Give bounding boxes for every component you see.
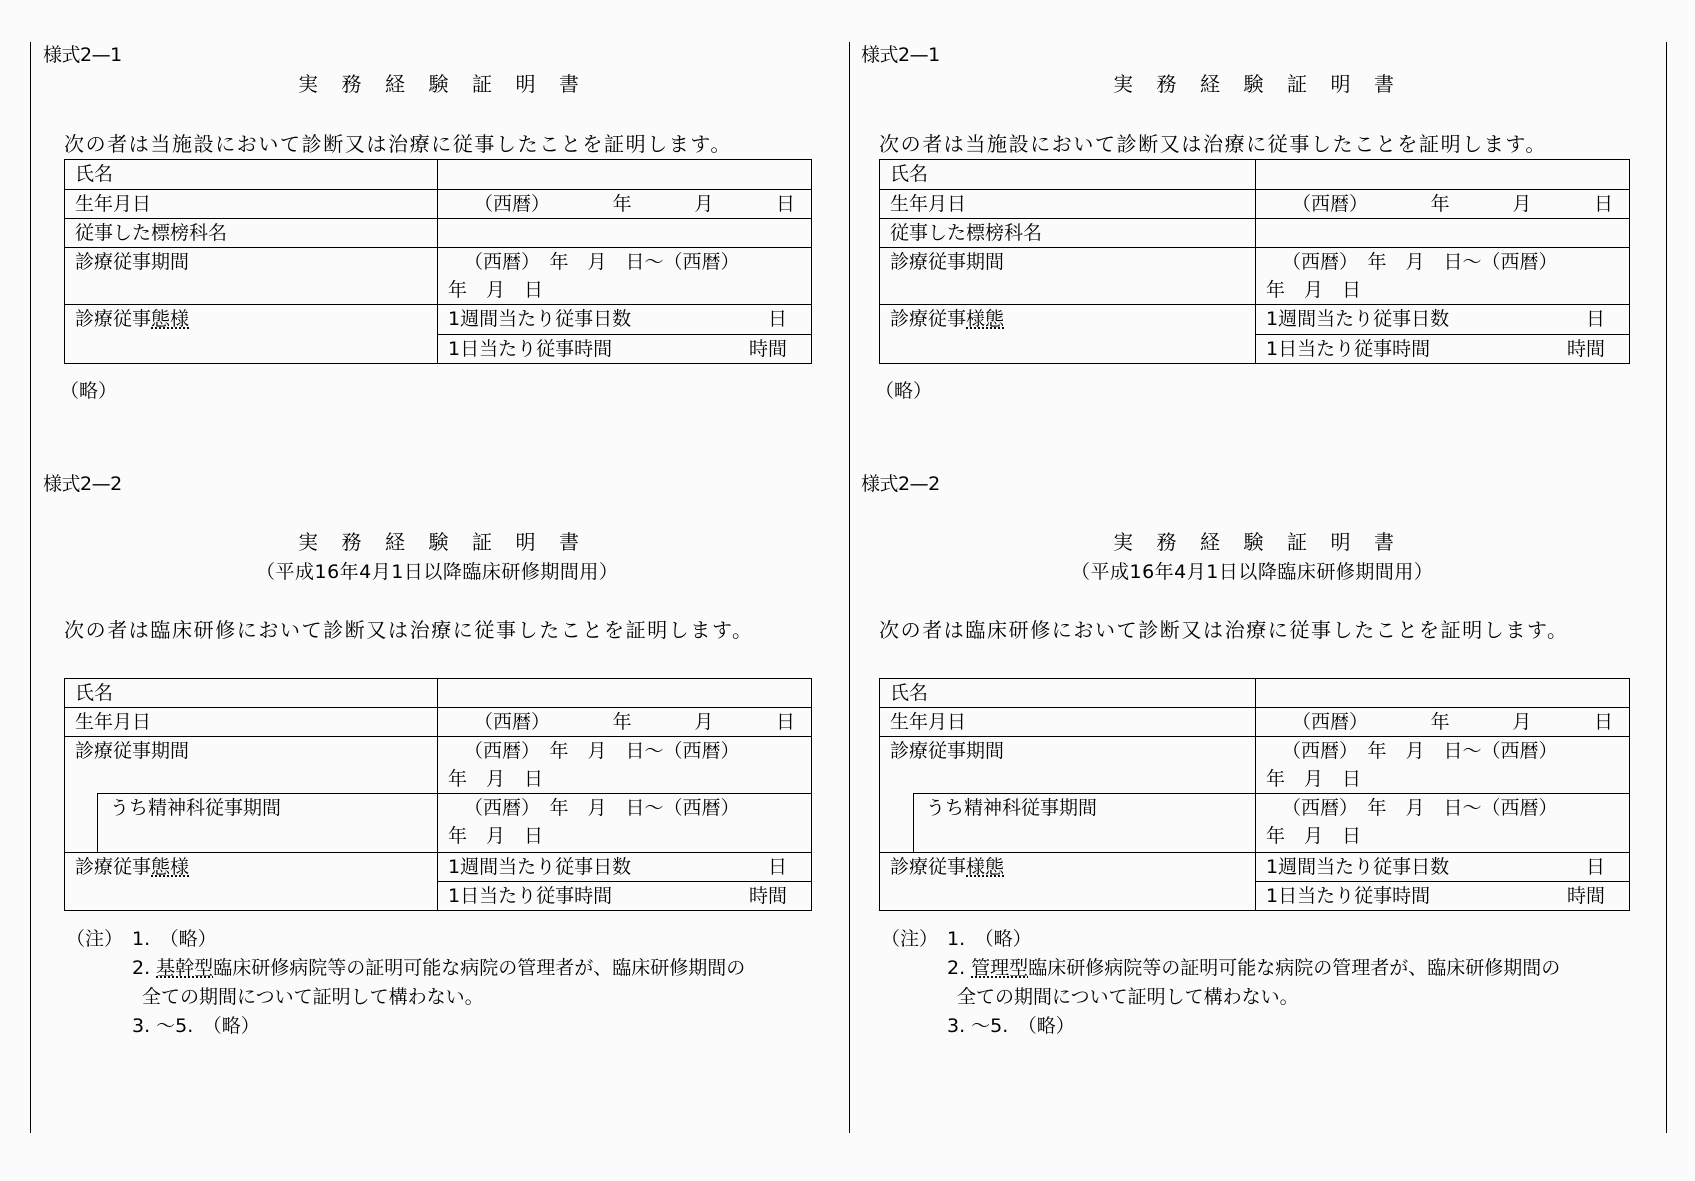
period-line1: （西暦） 年 月 日～（西暦） <box>464 251 740 273</box>
notes-heading: （注） <box>66 928 124 950</box>
hours-per-day-label: 1日当たり従事時間 <box>448 338 613 360</box>
period-label: 診療従事期間 <box>65 248 438 305</box>
form-2-1-lead: 次の者は当施設において診断又は治療に従事したことを証明します。 <box>879 132 1547 156</box>
note-2-marked: 基幹型 <box>156 957 214 979</box>
month-label: 月 <box>694 193 714 215</box>
form-2-2-subtitle: （平成16年4月1日以降臨床研修期間用） <box>1071 561 1434 583</box>
period-field[interactable] <box>1256 248 1630 305</box>
mode-label <box>880 305 1256 364</box>
panel-after <box>815 0 1635 1181</box>
era-label: （西暦） <box>474 711 551 733</box>
note-2-prefix: 2. <box>132 957 157 979</box>
mode-label-prefix: 診療従事 <box>75 308 152 330</box>
day-label: 日 <box>1593 193 1613 215</box>
era-label: （西暦） <box>1292 711 1369 733</box>
note-2-text: 臨床研修病院等の証明可能な病院の管理者が、臨床研修期間の <box>1028 957 1561 979</box>
hours-per-day-label: 1日当たり従事時間 <box>1266 885 1431 907</box>
indent-spacer <box>65 794 98 853</box>
day-label: 日 <box>775 193 795 215</box>
note-2 <box>881 954 1560 983</box>
birth-field[interactable] <box>1256 708 1630 737</box>
days-per-week-label: 1週間当たり従事日数 <box>448 856 632 878</box>
birth-field[interactable] <box>438 190 812 219</box>
birth-field[interactable] <box>438 708 812 737</box>
days-per-week-label: 1週間当たり従事日数 <box>1266 856 1450 878</box>
days-per-week-label: 1週間当たり従事日数 <box>1266 308 1450 330</box>
panel-before <box>0 0 820 1181</box>
name-label: 氏名 <box>65 679 438 708</box>
year-label: 年 <box>1430 193 1450 215</box>
form-number-2-2: 様式2—2 <box>43 473 122 495</box>
period-line2: 年 月 日 <box>1266 768 1362 790</box>
period-field[interactable] <box>1256 737 1630 794</box>
days-unit: 日 <box>768 856 788 878</box>
note-1-text: 1. （略） <box>132 928 217 950</box>
days-per-week-field[interactable] <box>1256 853 1630 882</box>
indent-spacer <box>880 794 914 853</box>
era-label: （西暦） <box>1292 193 1369 215</box>
period-line2: 年 月 日 <box>448 279 544 301</box>
hours-unit: 時間 <box>1567 885 1606 907</box>
day-label: 日 <box>775 711 795 733</box>
period-field[interactable] <box>438 248 812 305</box>
days-unit: 日 <box>1586 856 1606 878</box>
birth-field[interactable] <box>1256 190 1630 219</box>
hours-per-day-label: 1日当たり従事時間 <box>1266 338 1431 360</box>
notes-heading: （注） <box>881 928 939 950</box>
form-2-2-lead: 次の者は臨床研修において診断又は治療に従事したことを証明します。 <box>64 618 754 642</box>
days-per-week-label: 1週間当たり従事日数 <box>448 308 632 330</box>
days-per-week-field[interactable] <box>1256 305 1630 335</box>
period-line1: （西暦） 年 月 日～（西暦） <box>1282 740 1558 762</box>
name-label: 氏名 <box>880 679 1256 708</box>
mode-label <box>65 305 438 364</box>
hours-per-day-label: 1日当たり従事時間 <box>448 885 613 907</box>
hours-unit: 時間 <box>749 885 788 907</box>
psych-period-label: うち精神科従事期間 <box>914 794 1256 853</box>
notes <box>66 925 745 1041</box>
dept-field[interactable] <box>1256 219 1630 248</box>
note-2-prefix: 2. <box>947 957 972 979</box>
days-unit: 日 <box>767 308 787 330</box>
psych-period-field[interactable] <box>438 794 812 853</box>
year-label: 年 <box>612 193 632 215</box>
form-2-1-lead: 次の者は当施設において診断又は治療に従事したことを証明します。 <box>64 132 732 156</box>
form-2-1-title: 実務経験証明書 <box>1113 72 1418 96</box>
hours-unit: 時間 <box>748 338 787 360</box>
psych-line2: 年 月 日 <box>1266 825 1362 847</box>
period-line1: （西暦） 年 月 日～（西暦） <box>464 740 740 762</box>
psych-period-label: うち精神科従事期間 <box>98 794 438 853</box>
form-2-1-table <box>879 159 1630 364</box>
note-1 <box>881 925 1560 954</box>
month-label: 月 <box>1512 711 1532 733</box>
hours-per-day-field[interactable] <box>438 882 812 911</box>
era-label: （西暦） <box>474 193 551 215</box>
form-2-1-title: 実務経験証明書 <box>298 72 603 96</box>
period-line1: （西暦） 年 月 日～（西暦） <box>1282 251 1558 273</box>
mode-label-prefix: 診療従事 <box>890 856 967 878</box>
year-label: 年 <box>612 711 632 733</box>
days-per-week-field[interactable] <box>438 853 812 882</box>
dept-label: 従事した標榜科名 <box>880 219 1256 248</box>
right-border-line <box>1666 42 1667 1133</box>
name-field[interactable] <box>1256 679 1630 708</box>
mode-label-marked: 様態 <box>966 856 1005 878</box>
form-2-2-title: 実務経験証明書 <box>298 530 603 554</box>
form-number-2-1: 様式2—1 <box>861 44 940 66</box>
name-label: 氏名 <box>65 160 438 190</box>
psych-line1: （西暦） 年 月 日～（西暦） <box>464 797 740 819</box>
mode-label <box>880 853 1256 911</box>
period-line2: 年 月 日 <box>448 768 544 790</box>
hours-per-day-field[interactable] <box>1256 882 1630 911</box>
days-per-week-field[interactable] <box>438 305 812 335</box>
month-label: 月 <box>1512 193 1532 215</box>
mode-label-prefix: 診療従事 <box>75 856 152 878</box>
form-number-2-1: 様式2—1 <box>43 44 122 66</box>
omitted-text: （略） <box>60 380 118 402</box>
psych-period-field[interactable] <box>1256 794 1630 853</box>
day-label: 日 <box>1593 711 1613 733</box>
period-field[interactable] <box>438 737 812 794</box>
note-2-marked: 管理型 <box>971 957 1029 979</box>
mode-label-marked: 態様 <box>151 308 190 330</box>
period-label: 診療従事期間 <box>880 248 1256 305</box>
note-1-text: 1. （略） <box>947 928 1032 950</box>
form-2-1-table <box>64 159 812 364</box>
birth-label: 生年月日 <box>65 708 438 737</box>
year-label: 年 <box>1430 711 1450 733</box>
name-field[interactable] <box>438 679 812 708</box>
mode-label <box>65 853 438 911</box>
hours-per-day-field[interactable] <box>1256 335 1630 364</box>
form-2-2-table <box>64 678 812 911</box>
name-field[interactable] <box>1256 160 1630 190</box>
name-label: 氏名 <box>880 160 1256 190</box>
dept-field[interactable] <box>438 219 812 248</box>
hours-unit: 時間 <box>1566 338 1605 360</box>
form-2-2-table <box>879 678 1630 911</box>
birth-label: 生年月日 <box>880 190 1256 219</box>
form-2-2-subtitle: （平成16年4月1日以降臨床研修期間用） <box>256 561 619 583</box>
note-2-text: 臨床研修病院等の証明可能な病院の管理者が、臨床研修期間の <box>213 957 746 979</box>
omitted-text: （略） <box>875 380 933 402</box>
note-2-cont: 全ての期間について証明して構わない。 <box>957 986 1299 1008</box>
psych-line1: （西暦） 年 月 日～（西暦） <box>1282 797 1558 819</box>
mode-label-marked: 態様 <box>151 856 190 878</box>
period-label: 診療従事期間 <box>65 737 438 794</box>
period-line2: 年 月 日 <box>1266 279 1362 301</box>
note-2 <box>66 954 745 983</box>
notes <box>881 925 1560 1041</box>
note-3: 3. ～5. （略） <box>947 1015 1075 1037</box>
note-3: 3. ～5. （略） <box>132 1015 260 1037</box>
period-label: 診療従事期間 <box>880 737 1256 794</box>
month-label: 月 <box>694 711 714 733</box>
birth-label: 生年月日 <box>880 708 1256 737</box>
days-unit: 日 <box>1585 308 1605 330</box>
note-1 <box>66 925 745 954</box>
mode-label-marked: 様態 <box>966 308 1005 330</box>
form-2-2-title: 実務経験証明書 <box>1113 530 1418 554</box>
name-field[interactable] <box>438 160 812 190</box>
birth-label: 生年月日 <box>65 190 438 219</box>
form-2-2-lead: 次の者は臨床研修において診断又は治療に従事したことを証明します。 <box>879 618 1569 642</box>
mode-label-prefix: 診療従事 <box>890 308 967 330</box>
psych-line2: 年 月 日 <box>448 825 544 847</box>
note-2-cont: 全ての期間について証明して構わない。 <box>142 986 484 1008</box>
hours-per-day-field[interactable] <box>438 335 812 364</box>
form-number-2-2: 様式2—2 <box>861 473 940 495</box>
dept-label: 従事した標榜科名 <box>65 219 438 248</box>
